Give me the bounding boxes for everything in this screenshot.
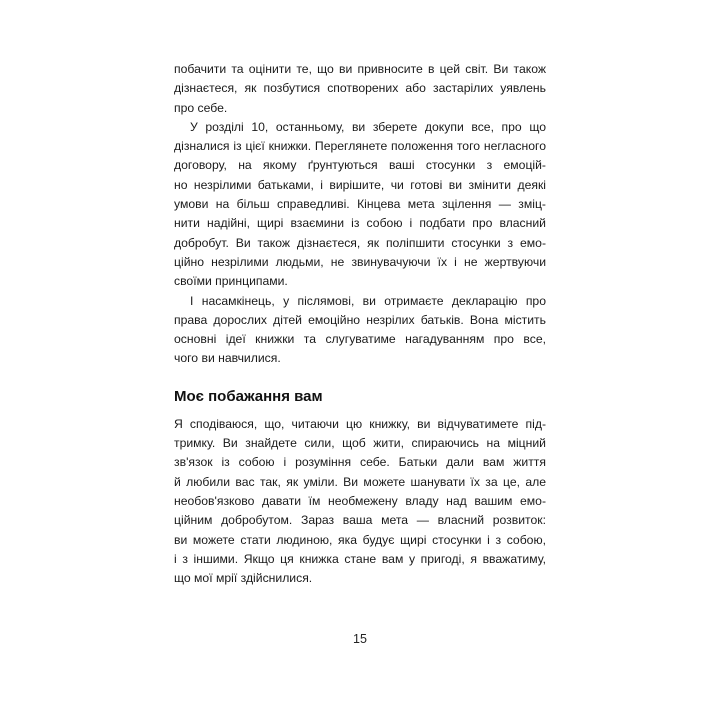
text-line: й любили вас так, як уміли. Ви можете шанувати їх за це, але [174,474,546,489]
text-line: договору, на якому ґрунтуються ваші стосунки з емоцій- [174,158,546,173]
text-line: умови на більш справедливі. Кінцева мета зцілення — зміц- [174,197,546,212]
paragraph-1 [174,60,546,118]
text-line: зв'язок із собою і розуміння себе. Батьки дали вам життя [174,455,546,470]
text-line: і з іншими. Якщо ця книжка стане вам у пригоді, я вважатиму, [174,551,546,566]
text-line: чого ви навчилися. [174,351,281,366]
paragraph-2 [174,118,546,292]
text-line: но незрілими батьками, і вирішите, чи готові ви змінити деякі [174,177,546,192]
paragraph-3 [174,292,546,369]
text-line: Я сподіваюся, що, читаючи цю книжку, ви відчуватимете під- [174,416,546,431]
text-line: своїми принципами. [174,274,288,289]
text-line: побачити та оцінити те, що ви привносите в цей світ. Ви також [174,62,546,76]
text-line: що мої мрії здійснилися. [174,571,313,586]
text-line: добробут. Ви також дізнаєтеся, як поліпшити стосунки з емо- [174,235,546,250]
text-line: основні ідеї книжки та слугуватиме нагадуванням про все, [174,332,546,347]
text-line: ційно незрілими людьми, не звинувачуючи їх і не жертвуючи [174,254,546,269]
text-line: про себе. [174,100,228,115]
text-line: ви можете стати людиною, яка будує щирі стосунки і з собою, [174,532,546,547]
page-number: 15 [353,632,367,646]
text-line: нити надійні, щирі взаємини із собою і подбати про власний [174,216,546,231]
text-line: необов'язково давати їм необмежену владу над вашим емо- [174,493,546,508]
text-line: У розділі 10, останньому, ви зберете докупи все, про що [190,119,546,134]
text-column [174,60,546,588]
section-heading: Моє побажання вам [174,387,323,405]
text-line: дізнаєтеся, як позбутися спотворених або застарілих уявлень [174,81,546,96]
text-line: ційним добробутом. Зараз ваша мета — власний розвиток: [174,513,546,528]
text-line: права дорослих дітей емоційно незрілих батьків. Вона містить [174,312,546,327]
text-line: дізналися із цієї книжки. Переглянете положення того негласного [174,139,546,154]
text-line: І насамкінець, у післямові, ви отримаєте декларацію про [190,293,546,308]
text-line: тримку. Ви знайдете сили, щоб жити, спираючись на міцний [174,436,546,451]
paragraph-4 [174,415,546,589]
